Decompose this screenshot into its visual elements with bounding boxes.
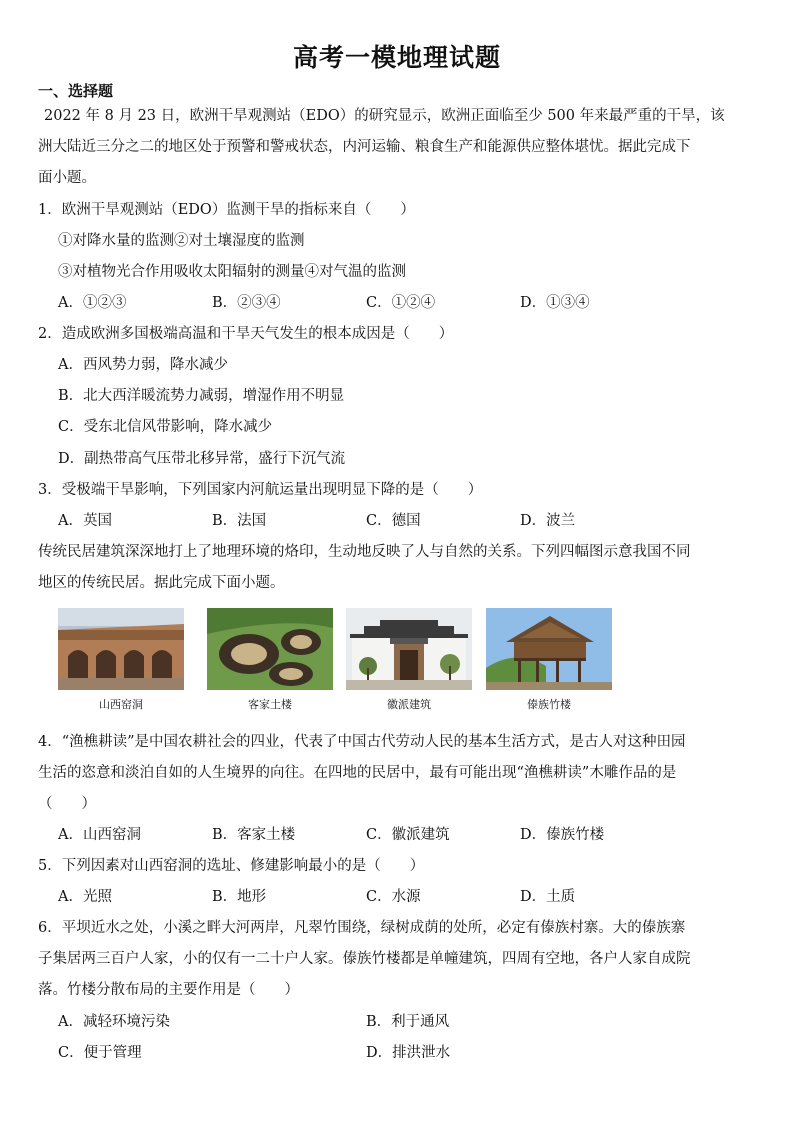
question-stem: （ ） [38, 796, 96, 812]
question-stem: 1．欧洲干旱观测站（EDO）监测干旱的指标来自（ ） [38, 202, 415, 218]
option-a[interactable]: A．①②③ [58, 295, 127, 311]
option-a[interactable]: A．光照 [58, 889, 112, 905]
intro-line: 洲大陆近三分之二的地区处于预警和警戒状态，内河运输、粮食生产和能源供应整体堪忧。据此完成下 [38, 139, 691, 155]
question-stem: 2．造成欧洲多国极端高温和干旱天气发生的根本成因是（ ） [38, 326, 454, 342]
question-stem: 落。竹楼分散布局的主要作用是（ ） [38, 982, 299, 998]
huizhou-architecture-photo [346, 608, 472, 690]
option-c[interactable]: C．徽派建筑 [366, 827, 450, 843]
option-c[interactable]: C．便于管理 [58, 1045, 142, 1061]
option-c[interactable]: C．受东北信风带影响，降水减少 [58, 419, 273, 435]
question-item: ①对降水量的监测②对土壤湿度的监测 [58, 233, 305, 249]
question-stem: 4．“渔樵耕读”是中国农耕社会的四业，代表了中国古代劳动人民的基本生活方式，是古人对这种田园 [38, 734, 686, 750]
earth-building-photo [207, 608, 333, 690]
option-b[interactable]: B．北大西洋暖流势力减弱，增湿作用不明显 [58, 388, 345, 404]
option-d[interactable]: D．排洪泄水 [366, 1045, 451, 1061]
option-d[interactable]: D．波兰 [520, 513, 576, 529]
option-d[interactable]: D．土质 [520, 889, 576, 905]
dwelling-photos [58, 608, 618, 712]
photo-caption: 客家土楼 [248, 698, 292, 711]
option-b[interactable]: B．利于通风 [366, 1014, 450, 1030]
question-stem: 子集居两三百户人家，小的仅有一二十户人家。傣族竹楼都是单幢建筑，四周有空地，各户人家自成院 [38, 951, 691, 967]
option-b[interactable]: B．地形 [212, 889, 267, 905]
question-stem: 5．下列因素对山西窑洞的选址、修建影响最小的是（ ） [38, 858, 425, 874]
option-a[interactable]: A．山西窑洞 [58, 827, 141, 843]
photo-caption: 傣族竹楼 [527, 698, 571, 711]
option-b[interactable]: B．②③④ [212, 295, 281, 311]
photo-caption: 徽派建筑 [387, 698, 431, 711]
option-c[interactable]: C．德国 [366, 513, 421, 529]
photo-caption: 山西窑洞 [99, 698, 143, 711]
cave-dwelling-photo [58, 608, 184, 690]
option-d[interactable]: D．①③④ [520, 295, 590, 311]
option-b[interactable]: B．法国 [212, 513, 267, 529]
page-title: 高考一模地理试题 [292, 43, 501, 72]
bamboo-house-photo [486, 608, 612, 690]
question-item: ③对植物光合作用吸收太阳辐射的测量④对气温的监测 [58, 264, 406, 280]
intro-line: 地区的传统民居。据此完成下面小题。 [38, 575, 285, 591]
question-stem: 6．平坝近水之处，小溪之畔大河两岸，凡翠竹围绕，绿树成荫的处所，必定有傣族村寨。大的傣族寨 [38, 920, 686, 936]
option-a[interactable]: A．英国 [58, 513, 112, 529]
option-a[interactable]: A．西风势力弱，降水减少 [58, 357, 228, 373]
option-c[interactable]: C．①②④ [366, 295, 436, 311]
option-a[interactable]: A．减轻环境污染 [58, 1014, 170, 1030]
question-stem: 生活的恣意和淡泊自如的人生境界的向往。在四地的民居中，最有可能出现“渔樵耕读”木雕作品的是 [38, 765, 677, 781]
option-d[interactable]: D．傣族竹楼 [520, 827, 605, 843]
intro-line: 传统民居建筑深深地打上了地理环境的烙印，生动地反映了人与自然的关系。下列四幅图示意我国不同 [38, 544, 691, 560]
option-b[interactable]: B．客家土楼 [212, 827, 296, 843]
section-heading: 一、选择题 [38, 82, 114, 100]
option-d[interactable]: D．副热带高气压带北移异常，盛行下沉气流 [58, 451, 346, 467]
option-c[interactable]: C．水源 [366, 889, 421, 905]
question-stem: 3．受极端干旱影响，下列国家内河航运量出现明显下降的是（ ） [38, 482, 483, 498]
intro-line: 面小题。 [38, 170, 96, 186]
intro-line: 2022 年 8 月 23 日，欧洲干旱观测站（EDO）的研究显示，欧洲正面临至少 500 年来最严重的干旱，该 [44, 108, 725, 124]
